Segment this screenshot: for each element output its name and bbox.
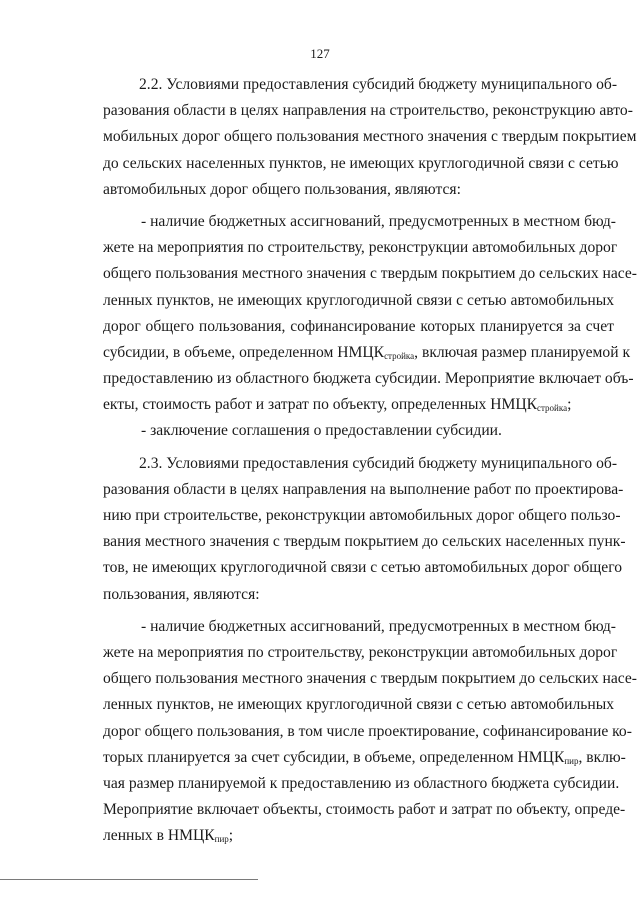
paragraph-2-2 (103, 72, 637, 203)
paragraph-2-3 (103, 451, 626, 608)
text-line: разования области в целях направления на выполнение работ по проектирова- (103, 480, 624, 498)
text-line: - наличие бюджетных ассигнований, предусмотренных в местном бюд- (141, 212, 616, 230)
text-line: мобильных дорог общего пользования местного значения с твердым покрытием (103, 128, 637, 146)
text-line: общего пользования местного значения с твердым покрытием до сельских насе- (103, 265, 638, 283)
text-line: общего пользования местного значения с твердым покрытием до сельских насе- (103, 670, 638, 688)
text-line: 2.3. Условиями предоставления субсидий бюджету муниципального об- (139, 454, 618, 472)
text-line: ленных в $НМЦК_{пир}$; (103, 827, 234, 845)
text-line: чая размер планируемой к предоставлению из областного бюджета субсидии. (103, 774, 620, 792)
subscript-stroika: стройка (384, 350, 415, 361)
bullet-budget-allocations-construction (103, 209, 638, 419)
text-line: 2.2. Условиями предоставления субсидий бюджету муниципального об- (139, 76, 618, 93)
text-line: - наличие бюджетных ассигнований, предусмотренных в местном бюд- (141, 617, 616, 635)
document-body (103, 72, 638, 849)
text-line: предоставлению из областного бюджета субсидии. Мероприятие включает объ- (103, 370, 634, 388)
page-number: 127 (310, 46, 330, 61)
text-line: тов, не имеющих круглогодичной связи с сетью автомобильных дорог общего (103, 559, 622, 577)
text-line: дорог общего пользования, софинансирование которых планируется за счет (103, 317, 614, 335)
subscript-stroika: стройка (537, 403, 568, 414)
text-line: автомобильных дорог общего пользования, являются: (103, 180, 461, 198)
text-line: жете на мероприятия по строительству, реконструкции автомобильных дорог (103, 239, 618, 257)
text-line: ленных пунктов, не имеющих круглогодичной связи с сетью автомобильных (103, 696, 614, 714)
bullet-budget-allocations-design (103, 614, 638, 850)
text-line: разования области в целях направления на строительство, реконструкцию авто- (103, 102, 633, 120)
text-line: пользования, являются: (103, 585, 260, 603)
text-line: до сельских населенных пунктов, не имеющих круглогодичной связи с сетью (103, 154, 619, 172)
footer-rule (0, 879, 258, 880)
subscript-pir: пир (214, 834, 229, 845)
subscript-pir: пир (564, 755, 579, 766)
text-line: нию при строительстве, реконструкции автомобильных дорог общего пользо- (103, 507, 621, 524)
text-line: дорог общего пользования, в том числе проектирование, софинансирование ко- (103, 722, 632, 740)
text-line: субсидии, в объеме, определенном $НМЦК_{стройка}$, включая размер планируемой к (103, 343, 631, 361)
text-line: торых планируется за счет субсидии, в объеме, определенном $НМЦК_{пир}$, вклю- (103, 748, 626, 766)
text-line: жете на мероприятия по строительству, реконструкции автомобильных дорог (103, 643, 618, 661)
text-line: екты, стоимость работ и затрат по объекту, определенных $НМЦК_{стройка}$; (103, 396, 572, 414)
text-line: вания местного значения с твердым покрытием до сельских населенных пунк- (103, 533, 626, 551)
text-line: ленных пунктов, не имеющих круглогодичной связи с сетью автомобильных (103, 291, 614, 309)
text-line: Мероприятие включает объекты, стоимость работ и затрат по объекту, опреде- (103, 801, 626, 819)
bullet-agreement: - заключение соглашения о предоставлении субсидии. (141, 422, 502, 440)
